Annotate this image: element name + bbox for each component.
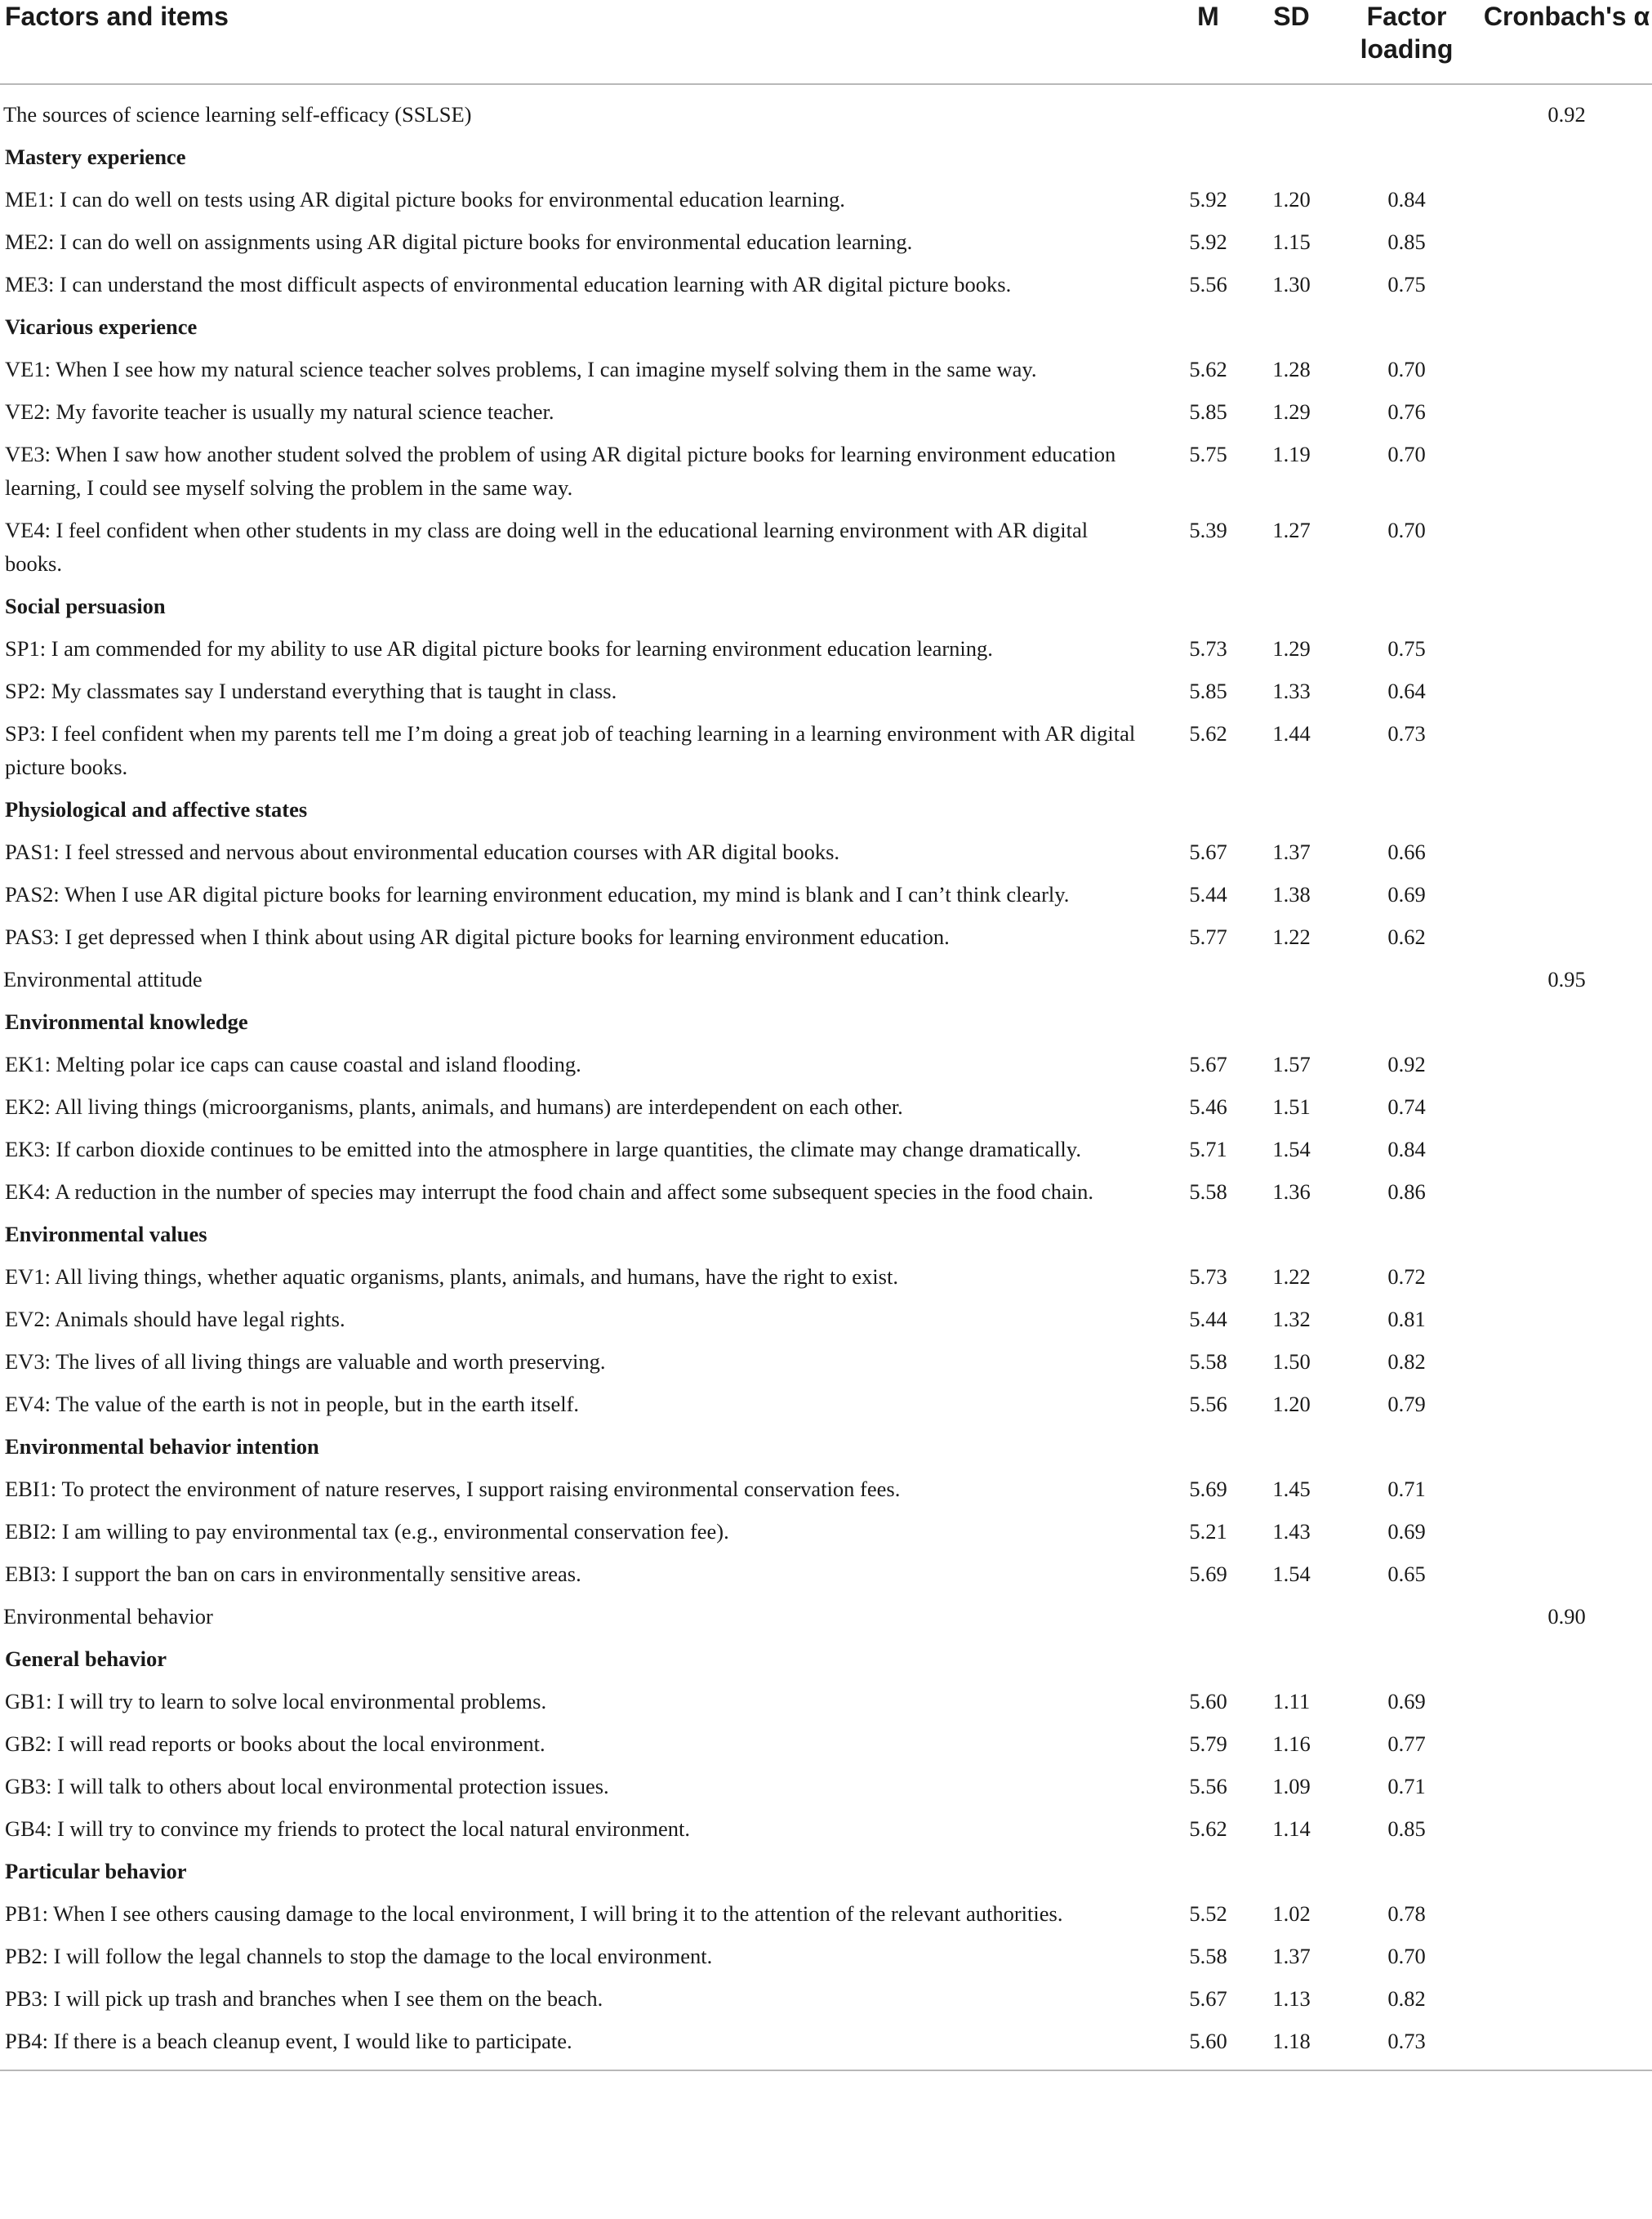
cronbach-alpha-value — [1481, 628, 1652, 671]
section-row — [0, 959, 1652, 1001]
table-body — [0, 84, 1652, 2070]
table-row — [0, 1766, 1652, 1808]
mean-value: 5.73 — [1189, 1264, 1227, 1289]
sd-value: 1.50 — [1272, 1349, 1311, 1374]
factor-loading-value: 0.75 — [1387, 272, 1426, 296]
mean-value: 5.39 — [1189, 518, 1227, 542]
factor-loading-value: 0.73 — [1387, 721, 1426, 746]
mean-value — [1165, 789, 1251, 831]
sd-value: 1.22 — [1272, 925, 1311, 949]
cronbach-alpha-value — [1481, 1723, 1652, 1766]
table-row — [0, 1808, 1652, 1851]
sd-value: 1.29 — [1272, 399, 1311, 424]
factor-loading-value — [1332, 136, 1481, 179]
cronbach-alpha-value — [1481, 434, 1652, 510]
mean-value — [1165, 1638, 1251, 1681]
sd-value: 1.14 — [1272, 1816, 1311, 1841]
mean-value: 5.85 — [1189, 679, 1227, 703]
item-text: EV4: The value of the earth is not in people, but in the earth itself. — [5, 1392, 580, 1416]
cronbach-alpha-value — [1481, 510, 1652, 586]
header-cronbach-alpha: Cronbach's α — [1481, 0, 1652, 84]
mean-value: 5.52 — [1189, 1901, 1227, 1926]
mean-value — [1165, 586, 1251, 628]
item-text: Environmental behavior intention — [5, 1434, 319, 1459]
cronbach-alpha-value — [1481, 831, 1652, 874]
sd-value: 1.54 — [1272, 1137, 1311, 1161]
table-row — [0, 1893, 1652, 1936]
factor-loading-value: 0.65 — [1387, 1562, 1426, 1586]
sd-value — [1251, 586, 1332, 628]
item-text: EBI1: To protect the environment of nature reserves, I support raising environmental conservation fees. — [5, 1477, 901, 1501]
cronbach-alpha-value — [1481, 713, 1652, 789]
item-text: EV3: The lives of all living things are valuable and worth preserving. — [5, 1349, 606, 1374]
sd-value: 1.45 — [1272, 1477, 1311, 1501]
group-heading-row — [0, 1851, 1652, 1893]
cronbach-alpha-value — [1481, 1129, 1652, 1171]
cronbach-alpha-value — [1481, 1936, 1652, 1978]
sd-value: 1.30 — [1272, 272, 1311, 296]
sd-value: 1.16 — [1272, 1731, 1311, 1756]
sd-value: 1.37 — [1272, 840, 1311, 864]
cronbach-alpha-value — [1481, 1299, 1652, 1341]
mean-value — [1165, 1596, 1251, 1638]
mean-value: 5.73 — [1189, 636, 1227, 661]
table-row — [0, 1299, 1652, 1341]
factor-loading-value: 0.74 — [1387, 1094, 1426, 1119]
table-row — [0, 391, 1652, 434]
mean-value: 5.69 — [1189, 1477, 1227, 1501]
factor-loading-value: 0.81 — [1387, 1307, 1426, 1331]
item-text: Physiological and affective states — [5, 797, 308, 822]
cronbach-alpha-value: 0.95 — [1547, 967, 1586, 991]
cronbach-alpha-value — [1481, 1766, 1652, 1808]
mean-value — [1165, 1214, 1251, 1256]
item-text: Environmental behavior — [3, 1604, 213, 1629]
item-text: PAS2: When I use AR digital picture books for learning environment education, my mind is blank and I can’t think clearly. — [5, 882, 1070, 907]
factor-loading-value — [1332, 1638, 1481, 1681]
mean-value: 5.60 — [1189, 1689, 1227, 1713]
sd-value: 1.11 — [1272, 1689, 1311, 1713]
cronbach-alpha-value — [1481, 671, 1652, 713]
factor-loading-value: 0.71 — [1387, 1477, 1426, 1501]
factor-loading-value — [1332, 1426, 1481, 1468]
sd-value — [1251, 1638, 1332, 1681]
factor-loading-value — [1332, 959, 1481, 1001]
mean-value: 5.69 — [1189, 1562, 1227, 1586]
table-row — [0, 221, 1652, 264]
mean-value: 5.60 — [1165, 2021, 1251, 2070]
table-row — [0, 1511, 1652, 1553]
cronbach-alpha-value — [1481, 1214, 1652, 1256]
table-row — [0, 179, 1652, 221]
cronbach-alpha-value — [1481, 391, 1652, 434]
table-row — [0, 916, 1652, 959]
sd-value: 1.44 — [1272, 721, 1311, 746]
item-text: Environmental values — [5, 1222, 207, 1246]
factor-loading-value: 0.85 — [1387, 1816, 1426, 1841]
table-row — [0, 349, 1652, 391]
factor-loading-value: 0.75 — [1387, 636, 1426, 661]
group-heading-row — [0, 1638, 1652, 1681]
sd-value — [1251, 959, 1332, 1001]
group-heading-row — [0, 306, 1652, 349]
mean-value: 5.44 — [1189, 1307, 1227, 1331]
group-heading-row — [0, 1426, 1652, 1468]
item-text: ME2: I can do well on assignments using AR digital picture books for environmental education learning. — [5, 229, 913, 254]
item-text: VE3: When I saw how another student solved the problem of using AR digital picture books for learning environment education learning, I could see myself solving the problem in the same way. — [5, 442, 1116, 500]
cronbach-alpha-value — [1481, 1468, 1652, 1511]
mean-value: 5.62 — [1189, 1816, 1227, 1841]
item-text: GB4: I will try to convince my friends to protect the local natural environment. — [5, 1816, 690, 1841]
table-header — [0, 0, 1652, 84]
table-row — [0, 1468, 1652, 1511]
item-text: SP2: My classmates say I understand everything that is taught in class. — [5, 679, 617, 703]
factor-loading-value: 0.70 — [1387, 442, 1426, 466]
factor-loading-value — [1332, 1596, 1481, 1638]
cronbach-alpha-value — [1481, 306, 1652, 349]
item-text: PB4: If there is a beach cleanup event, I would like to participate. — [0, 2021, 1165, 2070]
sd-value: 1.18 — [1251, 2021, 1332, 2070]
mean-value: 5.77 — [1189, 925, 1227, 949]
cronbach-alpha-value — [1481, 1001, 1652, 1044]
cronbach-alpha-value — [1481, 1256, 1652, 1299]
table-row — [0, 671, 1652, 713]
table-row — [0, 1341, 1652, 1384]
header-row — [0, 0, 1652, 84]
cronbach-alpha-value — [1481, 1681, 1652, 1723]
mean-value: 5.67 — [1189, 1986, 1227, 2011]
header-factor-loading: Factor loading — [1332, 0, 1481, 84]
mean-value — [1165, 1426, 1251, 1468]
table-row — [0, 1553, 1652, 1596]
cronbach-alpha-value — [1481, 1553, 1652, 1596]
item-text: General behavior — [5, 1646, 167, 1671]
table-row — [0, 1171, 1652, 1214]
section-row — [0, 84, 1652, 136]
factor-loading-value — [1332, 84, 1481, 136]
mean-value: 5.85 — [1189, 399, 1227, 424]
sd-value: 1.33 — [1272, 679, 1311, 703]
factor-loading-value — [1332, 1214, 1481, 1256]
cronbach-alpha-value: 0.92 — [1547, 102, 1586, 127]
mean-value: 5.56 — [1189, 272, 1227, 296]
table-row — [0, 1681, 1652, 1723]
sd-value: 1.29 — [1272, 636, 1311, 661]
factor-loading-value: 0.69 — [1387, 1689, 1426, 1713]
mean-value: 5.44 — [1189, 882, 1227, 907]
factor-loading-value: 0.72 — [1387, 1264, 1426, 1289]
item-text: VE1: When I see how my natural science teacher solves problems, I can imagine myself solving them in the same way. — [5, 357, 1037, 381]
group-heading-row — [0, 789, 1652, 831]
item-text: VE4: I feel confident when other students in my class are doing well in the educational learning environment with AR digital books. — [5, 518, 1089, 576]
mean-value: 5.67 — [1189, 1052, 1227, 1076]
sd-value — [1251, 1851, 1332, 1893]
mean-value: 5.58 — [1189, 1944, 1227, 1968]
mean-value — [1165, 1851, 1251, 1893]
mean-value: 5.62 — [1189, 721, 1227, 746]
item-text: GB2: I will read reports or books about the local environment. — [5, 1731, 545, 1756]
mean-value: 5.62 — [1189, 357, 1227, 381]
sd-value: 1.20 — [1272, 187, 1311, 212]
table-row — [0, 434, 1652, 510]
mean-value: 5.58 — [1189, 1349, 1227, 1374]
sd-value: 1.32 — [1272, 1307, 1311, 1331]
cronbach-alpha-value — [1481, 136, 1652, 179]
item-text: Environmental knowledge — [5, 1009, 248, 1034]
cronbach-alpha-value — [1481, 1978, 1652, 2021]
factor-loading-value: 0.64 — [1387, 679, 1426, 703]
sd-value — [1251, 306, 1332, 349]
mean-value — [1165, 306, 1251, 349]
item-text: EK2: All living things (microorganisms, plants, animals, and humans) are interdependent on each other. — [5, 1094, 903, 1119]
sd-value: 1.15 — [1272, 229, 1311, 254]
item-text: Vicarious experience — [5, 314, 198, 339]
cronbach-alpha-value — [1481, 1171, 1652, 1214]
item-text: ME3: I can understand the most difficult aspects of environmental education learning with AR digital picture books. — [5, 272, 1012, 296]
table-row — [0, 510, 1652, 586]
group-heading-row — [0, 586, 1652, 628]
table-row — [0, 1978, 1652, 2021]
sd-value: 1.02 — [1272, 1901, 1311, 1926]
sd-value — [1251, 84, 1332, 136]
table-row — [0, 1723, 1652, 1766]
cronbach-alpha-value — [1481, 1893, 1652, 1936]
item-text: Mastery experience — [5, 145, 186, 169]
factor-loading-value: 0.73 — [1332, 2021, 1481, 2070]
factor-loading-value: 0.84 — [1387, 1137, 1426, 1161]
cronbach-alpha-value — [1481, 1851, 1652, 1893]
factor-loading-value: 0.70 — [1387, 518, 1426, 542]
factor-loading-value: 0.92 — [1387, 1052, 1426, 1076]
table-row — [0, 264, 1652, 306]
sd-value: 1.37 — [1272, 1944, 1311, 1968]
item-text: Particular behavior — [5, 1859, 187, 1883]
cronbach-alpha-value — [1481, 1044, 1652, 1086]
mean-value: 5.58 — [1189, 1179, 1227, 1204]
cronbach-alpha-value: 0.90 — [1547, 1604, 1586, 1629]
group-heading-row — [0, 1001, 1652, 1044]
table-row — [0, 1086, 1652, 1129]
item-text: EK3: If carbon dioxide continues to be emitted into the atmosphere in large quantities, the climate may change dramatically. — [5, 1137, 1081, 1161]
sd-value — [1251, 1214, 1332, 1256]
cronbach-alpha-value — [1481, 179, 1652, 221]
sd-value — [1251, 136, 1332, 179]
factor-loading-value: 0.70 — [1387, 357, 1426, 381]
item-text: PB3: I will pick up trash and branches when I see them on the beach. — [5, 1986, 603, 2011]
item-text: Environmental attitude — [3, 967, 203, 991]
sd-value — [1251, 1596, 1332, 1638]
cronbach-alpha-value — [1481, 916, 1652, 959]
factor-loading-value: 0.82 — [1387, 1986, 1426, 2011]
cronbach-alpha-value — [1481, 1384, 1652, 1426]
item-text: PB2: I will follow the legal channels to stop the damage to the local environment. — [5, 1944, 713, 1968]
mean-value — [1165, 1001, 1251, 1044]
sd-value: 1.28 — [1272, 357, 1311, 381]
factor-loading-value — [1332, 306, 1481, 349]
sd-value: 1.36 — [1272, 1179, 1311, 1204]
factor-loading-value: 0.62 — [1387, 925, 1426, 949]
cronbach-alpha-value — [1481, 789, 1652, 831]
sd-value — [1251, 1426, 1332, 1468]
cronbach-alpha-value — [1481, 586, 1652, 628]
cronbach-alpha-value — [1481, 1086, 1652, 1129]
table-row — [0, 1256, 1652, 1299]
factor-loading-value: 0.70 — [1387, 1944, 1426, 1968]
table-row — [0, 1129, 1652, 1171]
cronbach-alpha-value — [1481, 874, 1652, 916]
group-heading-row — [0, 1214, 1652, 1256]
group-heading-row — [0, 136, 1652, 179]
table-row — [0, 1384, 1652, 1426]
item-text: SP1: I am commended for my ability to use AR digital picture books for learning environment education learning. — [5, 636, 993, 661]
factor-loading-value: 0.86 — [1387, 1179, 1426, 1204]
mean-value: 5.92 — [1189, 187, 1227, 212]
factor-loading-value: 0.82 — [1387, 1349, 1426, 1374]
item-text: EV1: All living things, whether aquatic organisms, plants, animals, and humans, have the right to exist. — [5, 1264, 898, 1289]
item-text: PAS1: I feel stressed and nervous about environmental education courses with AR digital books. — [5, 840, 840, 864]
mean-value — [1165, 84, 1251, 136]
factor-loading-value — [1332, 1001, 1481, 1044]
table-row — [0, 831, 1652, 874]
cronbach-alpha-value — [1481, 1638, 1652, 1681]
table-row — [0, 1044, 1652, 1086]
sd-value: 1.22 — [1272, 1264, 1311, 1289]
table-row — [0, 874, 1652, 916]
mean-value — [1165, 136, 1251, 179]
factor-loading-value: 0.71 — [1387, 1774, 1426, 1798]
sd-value: 1.27 — [1272, 518, 1311, 542]
item-text: EK4: A reduction in the number of species may interrupt the food chain and affect some subsequent species in the food chain. — [5, 1179, 1093, 1204]
sd-value: 1.43 — [1272, 1519, 1311, 1544]
sd-value — [1251, 789, 1332, 831]
cronbach-alpha-value — [1481, 1511, 1652, 1553]
table-row — [0, 713, 1652, 789]
factor-loading-value: 0.84 — [1387, 187, 1426, 212]
item-text: PAS3: I get depressed when I think about using AR digital picture books for learning environment education. — [5, 925, 950, 949]
factor-loading-value — [1332, 789, 1481, 831]
item-text: EBI2: I am willing to pay environmental tax (e.g., environmental conservation fee). — [5, 1519, 729, 1544]
item-text: ME1: I can do well on tests using AR digital picture books for environmental education learning. — [5, 187, 845, 212]
factor-loading-value: 0.69 — [1387, 1519, 1426, 1544]
factor-loading-value: 0.85 — [1387, 229, 1426, 254]
header-sd: SD — [1251, 0, 1332, 84]
item-text: EV2: Animals should have legal rights. — [5, 1307, 345, 1331]
mean-value — [1165, 959, 1251, 1001]
sd-value: 1.38 — [1272, 882, 1311, 907]
section-row — [0, 1596, 1652, 1638]
sd-value: 1.19 — [1272, 442, 1311, 466]
item-text: The sources of science learning self-efficacy (SSLSE) — [3, 102, 472, 127]
mean-value: 5.71 — [1189, 1137, 1227, 1161]
cronbach-alpha-value — [1481, 1341, 1652, 1384]
mean-value: 5.67 — [1189, 840, 1227, 864]
sd-value: 1.09 — [1272, 1774, 1311, 1798]
sd-value: 1.54 — [1272, 1562, 1311, 1586]
factor-loading-value — [1332, 1851, 1481, 1893]
header-mean: M — [1165, 0, 1251, 84]
cronbach-alpha-value — [1481, 1426, 1652, 1468]
cronbach-alpha-value — [1481, 221, 1652, 264]
cronbach-alpha-value — [1481, 349, 1652, 391]
item-text: VE2: My favorite teacher is usually my natural science teacher. — [5, 399, 554, 424]
item-text: EK1: Melting polar ice caps can cause coastal and island flooding. — [5, 1052, 581, 1076]
mean-value: 5.56 — [1189, 1392, 1227, 1416]
mean-value: 5.21 — [1189, 1519, 1227, 1544]
mean-value: 5.46 — [1189, 1094, 1227, 1119]
cronbach-alpha-value — [1481, 264, 1652, 306]
factor-loading-value: 0.78 — [1387, 1901, 1426, 1926]
sd-value — [1251, 1001, 1332, 1044]
mean-value: 5.79 — [1189, 1731, 1227, 1756]
cronbach-alpha-value — [1481, 1808, 1652, 1851]
factor-loading-value: 0.79 — [1387, 1392, 1426, 1416]
table-row — [0, 628, 1652, 671]
table-row — [0, 2021, 1652, 2070]
table-row — [0, 1936, 1652, 1978]
item-text: GB3: I will talk to others about local environmental protection issues. — [5, 1774, 609, 1798]
sd-value: 1.51 — [1272, 1094, 1311, 1119]
item-text: SP3: I feel confident when my parents tell me I’m doing a great job of teaching learning in a learning environment with AR digital picture books. — [5, 721, 1136, 779]
item-text: EBI3: I support the ban on cars in environmentally sensitive areas. — [5, 1562, 581, 1586]
sd-value: 1.57 — [1272, 1052, 1311, 1076]
factor-loading-value: 0.66 — [1387, 840, 1426, 864]
factor-loading-value: 0.69 — [1387, 882, 1426, 907]
factor-loading-value — [1332, 586, 1481, 628]
mean-value: 5.75 — [1189, 442, 1227, 466]
header-factors-and-items: Factors and items — [0, 0, 1165, 84]
item-text: PB1: When I see others causing damage to the local environment, I will bring it to the attention of the relevant authorities. — [5, 1901, 1063, 1926]
mean-value: 5.56 — [1189, 1774, 1227, 1798]
mean-value: 5.92 — [1189, 229, 1227, 254]
factor-loading-value: 0.76 — [1387, 399, 1426, 424]
item-text: GB1: I will try to learn to solve local environmental problems. — [5, 1689, 547, 1713]
sd-value: 1.20 — [1272, 1392, 1311, 1416]
cronbach-alpha-value — [1481, 2021, 1652, 2070]
item-text: Social persuasion — [5, 594, 166, 618]
factor-loading-value: 0.77 — [1387, 1731, 1426, 1756]
sd-value: 1.13 — [1272, 1986, 1311, 2011]
